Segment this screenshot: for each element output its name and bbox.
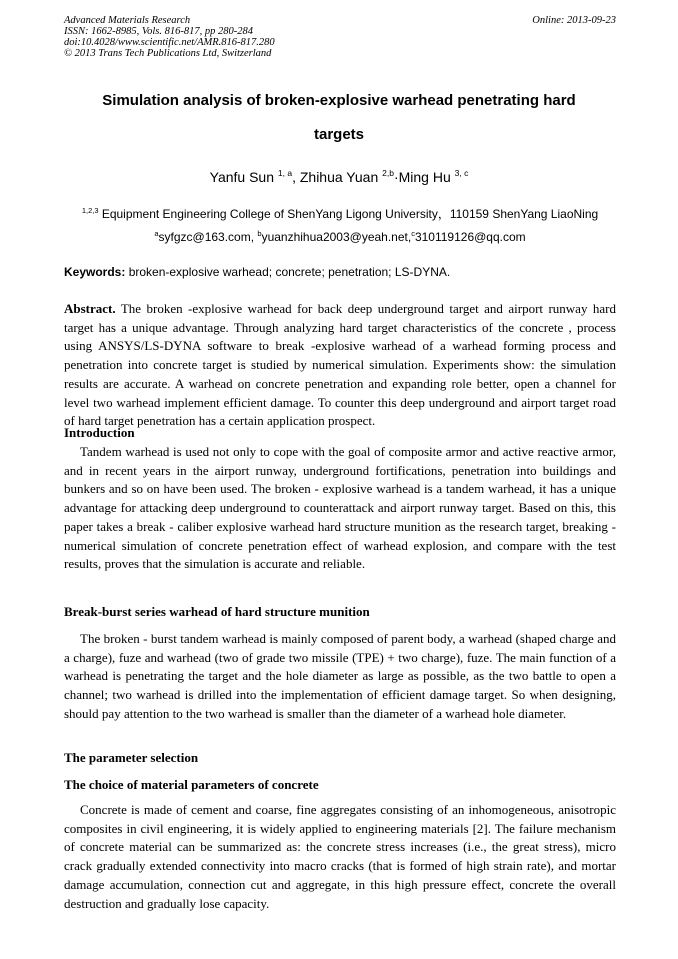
concrete-material-paragraph: Concrete is made of cement and coarse, fine aggregates consisting of an inhomogeneous, anisotropic composites in civil engineering, it is widely applied to engineering materials [2]. The failure mechanism of concrete material can be summarized as: the concrete stress increases (i.e., the great stress), micro crack gradually extended connectivity into macro cracks (that is formed of high strain rate), and mortar damage accumulation, connection cut and aggregate, in this high pressure effect, concrete the overall destruction and gradually lose capacity. xyxy=(64,802,616,911)
paper-title-line-2: targets xyxy=(313,126,365,143)
email-c-sup: c xyxy=(411,229,415,238)
introduction-heading: Introduction xyxy=(64,425,135,440)
email-c: 310119126@qq.com xyxy=(414,230,526,244)
concrete-material-heading: The choice of material parameters of concrete xyxy=(64,777,319,792)
parameter-selection-heading: The parameter selection xyxy=(64,750,199,765)
email-a: syfgzc@163.com, xyxy=(158,230,258,244)
paper-title-line-1: Simulation analysis of broken-explosive warhead penetrating hard xyxy=(102,92,576,109)
break-burst-heading: Break-burst series warhead of hard structure munition xyxy=(64,604,370,619)
abstract-label: Abstract. xyxy=(64,301,116,316)
author-list xyxy=(40,168,638,185)
journal-header xyxy=(64,15,616,59)
copyright-line: © 2013 Trans Tech Publications Ltd, Switzerland xyxy=(64,48,272,59)
affiliation-sup: 1,2,3 xyxy=(81,206,99,215)
affiliation-text: Equipment Engineering College of ShenYang Ligong University，110159 ShenYang LiaoNing xyxy=(98,207,599,221)
author-2-name: Zhihua Yuan xyxy=(299,169,379,185)
author-3-name: Ming Hu xyxy=(398,169,451,185)
introduction-paragraph: Tandem warhead is used not only to cope with the goal of composite armor and active reactive armor, and in recent years in the airport runway, underground fortifications, penetration into buildings and bunkers and so on have been used. The broken - explosive warhead is a tandem warhead, it has a unique advantage for attacking deep underground to counterattack and airport runway target. Based on this, this paper takes a break - caliber explosive warhead hard structure munition as the research target, breaking -numerical simulation of concrete penetration effect of warhead explosion, and compare with the test results, proves that the simulation is accurate and reliable. xyxy=(64,444,616,572)
author-1-sup: 1, a xyxy=(277,168,293,178)
abstract xyxy=(64,300,616,431)
email-a-sup: a xyxy=(154,229,159,238)
online-date: Online: 2013-09-23 xyxy=(532,15,616,26)
journal-name: Advanced Materials Research xyxy=(64,15,191,26)
author-separator-2: · xyxy=(393,169,399,185)
author-emails xyxy=(60,229,620,244)
abstract-text: The broken -explosive warhead for back deep underground target and airport runway hard target has a unique advantage. Through analyzing hard target characteristics of the concrete , process using ANSYS/LS-DYNA software to break -explosive warhead of a warhead forming process and penetration into concrete target is studied by numerical simulation. Experiments show: the simulation results are accurate. A warhead on concrete penetration and expanding role better, open a channel for level two warhead implement efficient damage. To counter this deep underground and airport target road of hard target penetration has a certain application prospect. xyxy=(64,301,616,429)
author-2-sup: 2,b xyxy=(382,168,394,178)
email-b-sup: b xyxy=(257,229,262,238)
issn-line: ISSN: 1662-8985, Vols. 816-817, pp 280-284 xyxy=(64,26,253,37)
keywords xyxy=(64,265,616,279)
author-1-name: Yanfu Sun xyxy=(209,169,274,185)
author-3-sup: 3, c xyxy=(454,168,469,178)
keywords-label: Keywords: xyxy=(64,265,126,279)
author-separator-1: , xyxy=(292,169,300,185)
email-b: yuanzhihua2003@yeah.net, xyxy=(261,230,412,244)
affiliation xyxy=(60,205,620,222)
keywords-text: broken-explosive warhead; concrete; penetration; LS-DYNA. xyxy=(125,265,451,279)
doi-line: doi:10.4028/www.scientific.net/AMR.816-817.280 xyxy=(64,37,275,48)
break-burst-paragraph: The broken - burst tandem warhead is mainly composed of parent body, a warhead (shaped charge and a charge), fuze and warhead (two of grade two missile (TPE) + two charge), fuze. The main function of a warhead is penetrating the target and the hole diameter as large as possible, as the two battle to open a channel; two warhead is drilled into the implementation of efficient damage target. So when designing, should pay attention to the two warhead is smaller than the diameter of a warhead hole diameter. xyxy=(64,631,616,721)
